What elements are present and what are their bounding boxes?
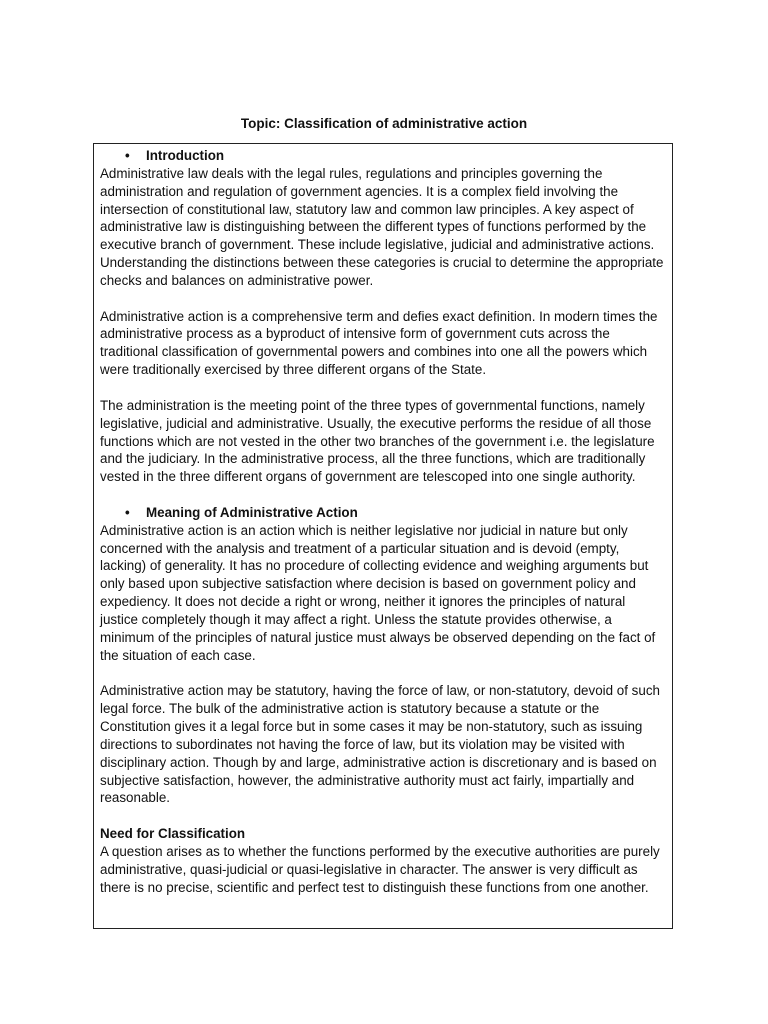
paragraph: Administrative action is a comprehensive term and defies exact definition. In modern times the administrative process as a byproduct of intensive form of government cuts across the traditional classification of governmental powers and combines into one all the powers which were traditionally exercised by three different organs of the State.: [100, 308, 658, 378]
section-heading-meaning: [100, 504, 666, 522]
section-heading-label: Introduction: [146, 148, 225, 163]
section-heading-label: Meaning of Administrative Action: [146, 504, 358, 520]
bullet-icon: •: [125, 148, 130, 163]
paragraph: Administrative action may be statutory, having the force of law, or non-statutory, devoid of such legal force. The bulk of the administrative action is statutory because a statute or the Constitution gives it a legal force but in some cases it may be non-statutory, such as issuing directions to subordinates not having the force of law, but its violation may be visited with disciplinary action. Though by and large, administrative action is discretionary and is based on subjective satisfaction, however, the administrative authority must act fairly, impartially and reasonable.: [100, 683, 660, 806]
content-box: [93, 143, 673, 929]
section-heading-introduction: [100, 147, 666, 165]
paragraph: Administrative action is an action which is neither legislative nor judicial in nature but only concerned with the analysis and treatment of a particular situation and is devoid (empty, lacking) of generality. It has no procedure of collecting evidence and weighing arguments but only based upon subjective satisfaction where decision is based on government policy and expediency. It does not decide a right or wrong, neither it ignores the principles of natural justice completely though it may affect a right. Unless the statute provides otherwise, a minimum of the principles of natural justice must always be observed depending on the fact of the situation of each case.: [100, 522, 656, 663]
section-heading-need: Need for Classification: [100, 826, 246, 842]
page-title: Topic: Classification of administrative action: [240, 116, 528, 131]
paragraph: Administrative law deals with the legal rules, regulations and principles governing the administration and regulation of government agencies. It is a complex field involving the intersection of constitutional law, statutory law and common law principles. A key aspect of administrative law is distinguishing between the different types of functions performed by the executive branch of government. These include legislative, judicial and administrative actions. Understanding the distinctions between these categories is crucial to determine the appropriate checks and balances on administrative power.: [100, 165, 664, 288]
paragraph: A question arises as to whether the functions performed by the executive authorities are purely administrative, quasi-judicial or quasi-legislative in character. The answer is very difficult as there is no precise, scientific and perfect test to distinguish these functions from one another.: [100, 843, 660, 895]
bullet-icon: •: [125, 504, 130, 520]
paragraph: The administration is the meeting point of the three types of governmental functions, namely legislative, judicial and administrative. Usually, the executive performs the residue of all those functions which are not vested in the other two branches of the government i.e. the legislature and the judiciary. In the administrative process, all the three functions, which are traditionally vested in the three different organs of government are telescoped into one single authority.: [100, 397, 655, 485]
